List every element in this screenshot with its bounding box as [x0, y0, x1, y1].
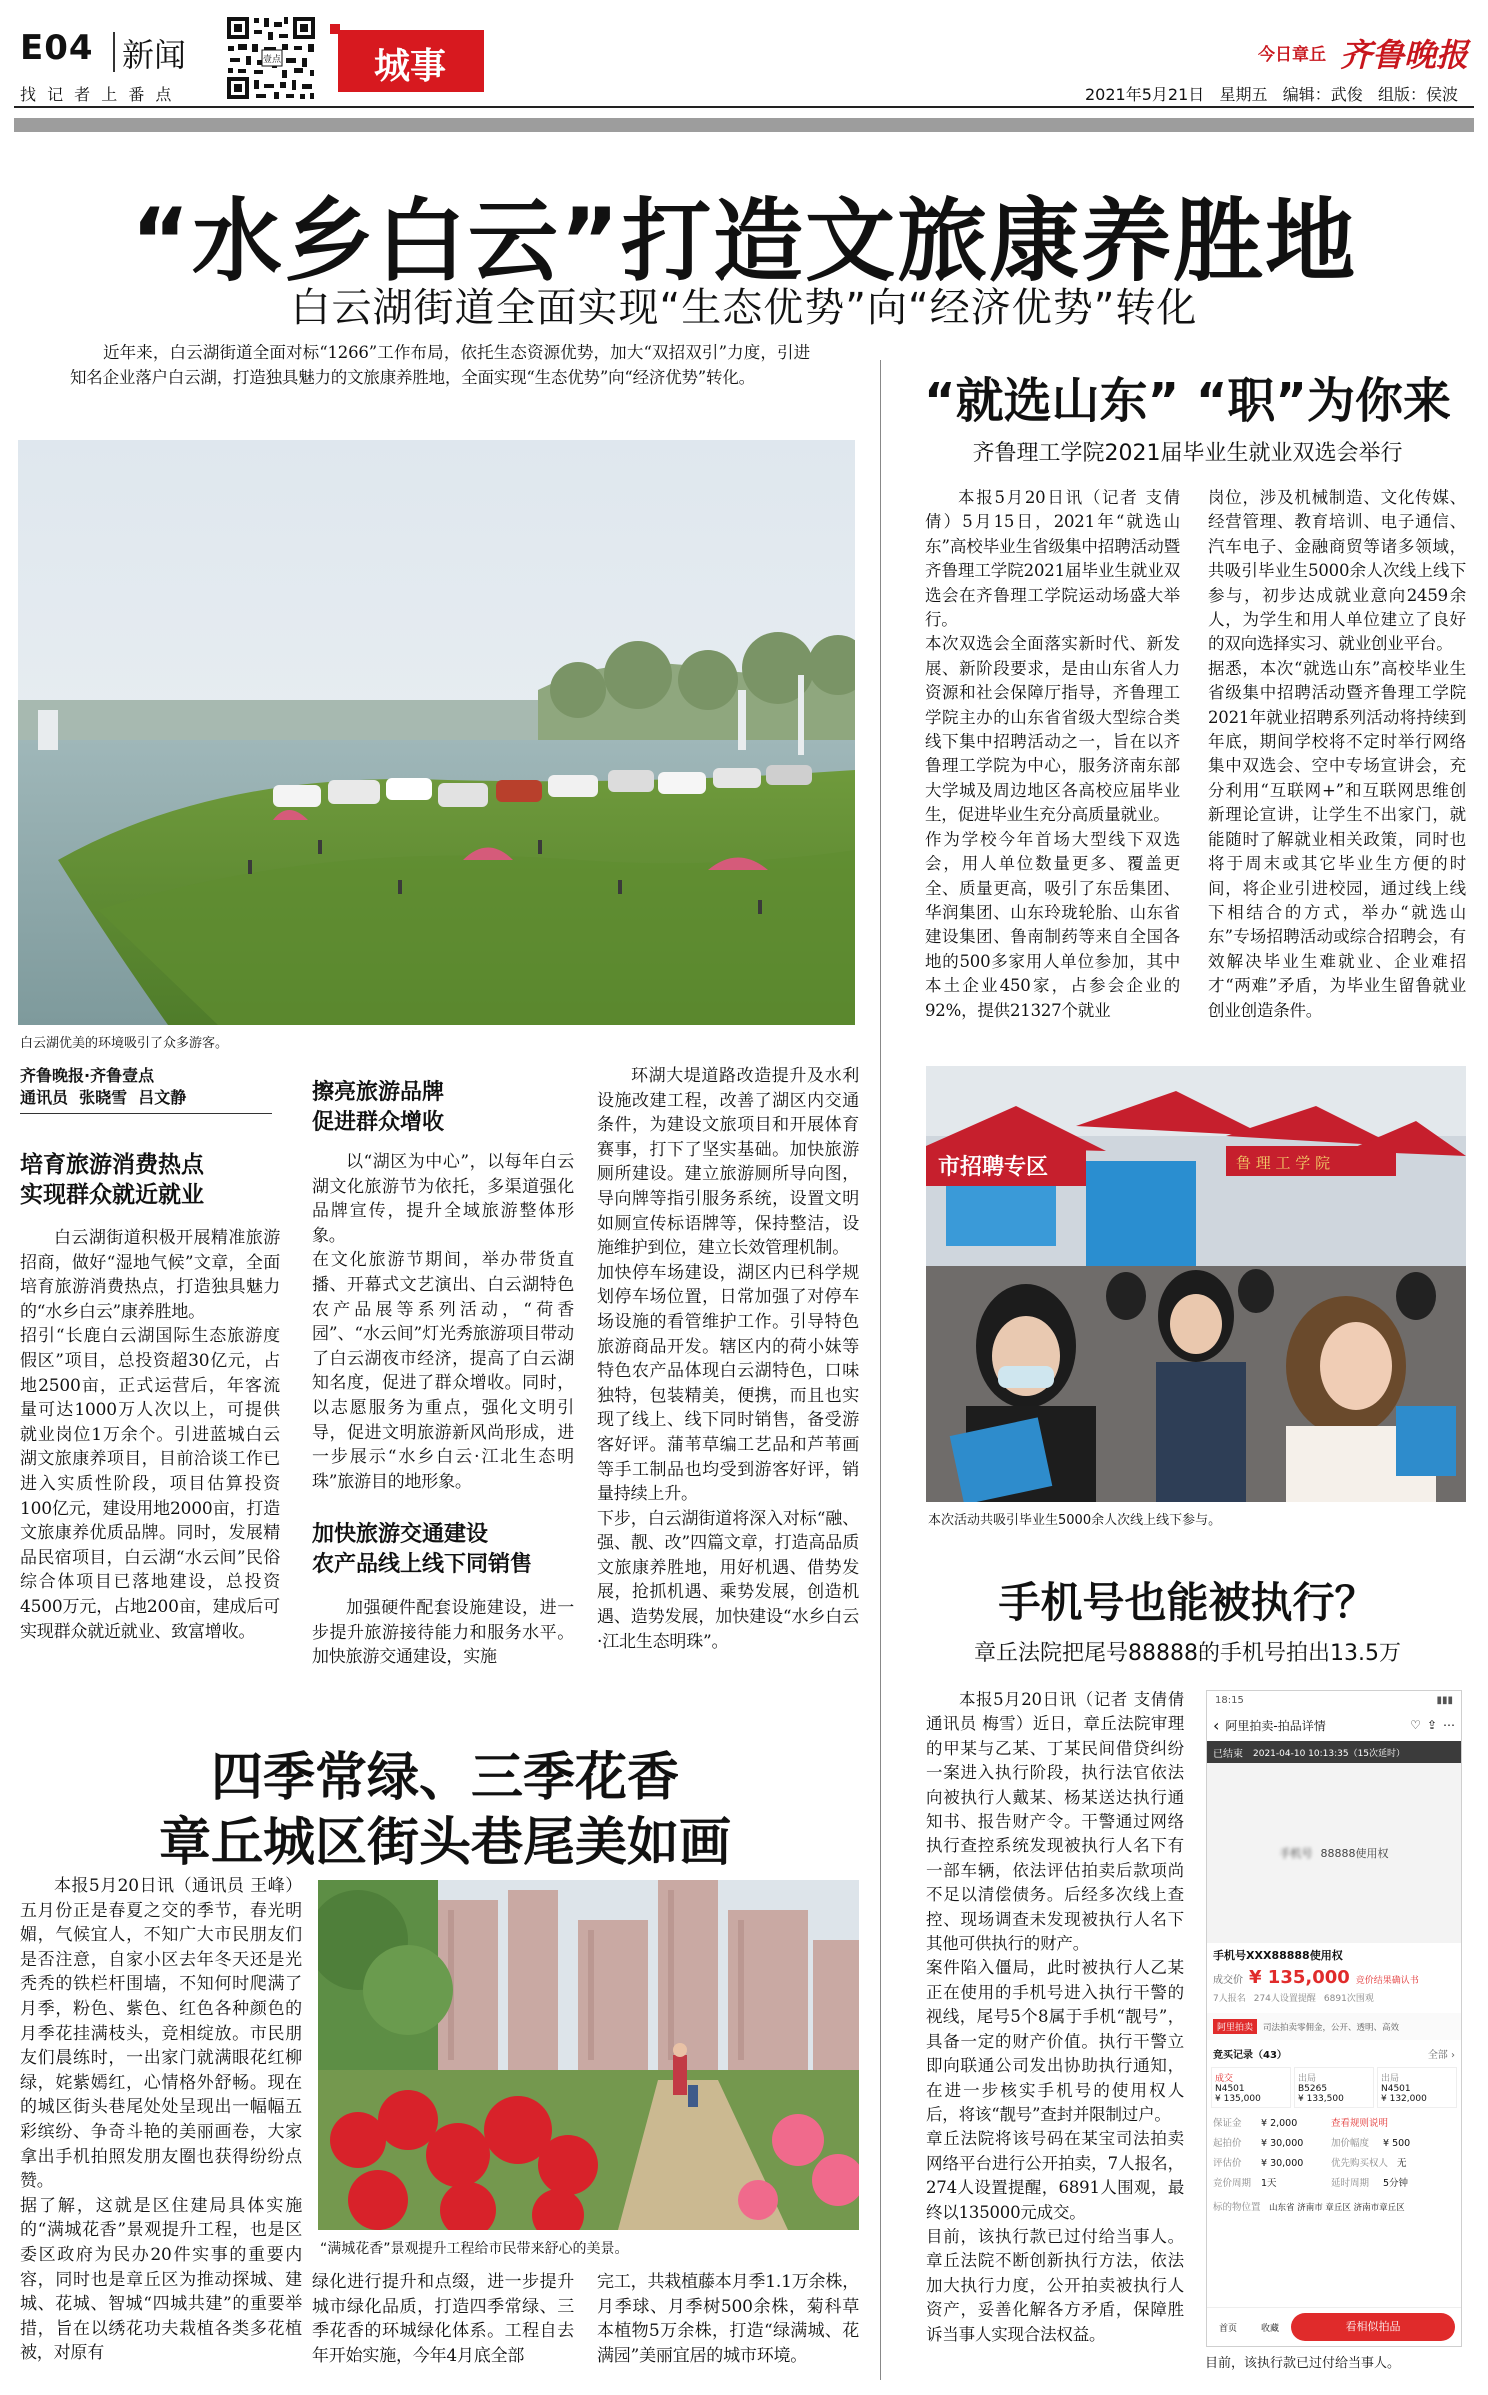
auction-viewers: 6891次围观 [1323, 1994, 1374, 2004]
auction-price-label: 成交价 [1213, 1975, 1243, 1986]
job-subtitle: 齐鲁理工学院2021届毕业生就业双选会举行 [972, 441, 1403, 466]
location-label: 标的物位置 [1213, 2202, 1261, 2213]
page-code: E04 [20, 28, 94, 68]
info-key: 评估价 [1213, 2158, 1242, 2169]
info-key: 保证金 [1213, 2118, 1242, 2129]
lake-photo [18, 440, 855, 1025]
main-col-2b-text: 加强硬件配套设施建设，进一步提升旅游接待能力和服务水平。加快旅游交通建设，实施 [312, 1598, 574, 1668]
subhead-1: 培育旅游消费热点 实现群众就近就业 [20, 1152, 204, 1208]
section-label: 新闻 [122, 36, 187, 74]
info-row [1213, 2154, 1455, 2174]
main-col-1-text: 白云湖街道积极开展精准旅游招商，做好“湿地气候”文章，全面培育旅游消费热点，打造独具魅力的“水乡白云”康养胜地。 招引“长鹿白云湖国际生态旅游度假区”项目，总投资超30亿元，占地2500亩，正式运营后，年客流量可达1000万人次以上，可提供就业岗位1万余个。引进蓝城白云湖文旅康养项目，目前洽谈工作已进入实质性阶段，项目估算投资100亿元，建设用地2000亩，打造文旅康养优质品牌。同时，发展精品民宿项目，白云湖“水云间”民俗综合体项目已落地建设，总投资4500万元，占地200亩，建成后可实现群众就近就业、致富增收。 [20, 1228, 280, 1642]
auction-title-row: 手机号XXX88888使用权 [1213, 1949, 1343, 1962]
bid-tag: 成交 [1215, 2074, 1234, 2084]
street-flowers-photo [318, 1880, 859, 2230]
info-key-2: 加价幅度 [1331, 2138, 1370, 2149]
auction-reminders: 274人设置提醒 [1253, 1994, 1316, 2004]
byline-main-1: 齐鲁晚报·齐鲁壹点 [20, 1066, 155, 1085]
street-col-3-text: 完工，共栽植藤本月季1.1万余株，月季球、月季树500余株，菊科草本植物5万余株，打造“绿满城、花满园”美丽宜居的城市环境。 [597, 2272, 859, 2366]
bid-record [1294, 2067, 1374, 2108]
nav-home[interactable]: 首页 [1218, 2323, 1237, 2334]
header-rule-thick [14, 118, 1474, 132]
bid-price: ¥ 135,000 [1215, 2094, 1261, 2104]
job-fair-photo [926, 1066, 1466, 1502]
back-icon[interactable]: ‹ [1213, 1715, 1220, 1735]
section-tag-label: 城事 [373, 46, 446, 87]
phone-bottom-bar [1207, 2307, 1461, 2346]
subhead-3: 加快旅游交通建设 农产品线上线下同销售 [312, 1522, 533, 1577]
byline-main [20, 1065, 272, 1114]
phone-status-bar [1207, 1691, 1461, 1709]
info-key-2: 延时周期 [1331, 2178, 1370, 2189]
more-icon[interactable]: ⋯ [1443, 1718, 1455, 1732]
main-lead [70, 340, 810, 390]
auction-phone-screenshot [1206, 1690, 1462, 2347]
main-col-1 [20, 1226, 280, 1644]
info-value: ¥ 30,000 [1261, 2138, 1304, 2149]
left-sub: 找 记 者 上 番 点 [20, 85, 175, 104]
info-key: 起拍价 [1213, 2138, 1242, 2149]
bid-records [1207, 2067, 1461, 2108]
bid-id: N4501 [1381, 2084, 1411, 2094]
similar-items-button[interactable]: 看相似拍品 [1291, 2313, 1455, 2341]
job-photo-caption: 本次活动共吸引毕业生5000余人次线上线下参与。 [928, 1513, 1222, 1528]
bid-records-header [1207, 2040, 1461, 2067]
auction-price-row [1207, 1967, 1461, 1988]
auction-item-blur: 手机号 [1279, 1847, 1313, 1860]
bid-records-label: 竞买记录（43） [1213, 2050, 1287, 2061]
main-title: “水乡白云”打造文旅康养胜地 [130, 189, 1358, 294]
main-col-3 [597, 1064, 859, 1654]
auction-item-name: 88888使用权 [1320, 1847, 1389, 1860]
bid-record [1377, 2067, 1457, 2108]
info-value-2: 5分钟 [1383, 2178, 1409, 2189]
bid-tag: 出局 [1298, 2074, 1317, 2084]
share-icon[interactable]: ⇪ [1426, 1718, 1437, 1732]
auction-price: ¥ 135,000 [1249, 1967, 1350, 1988]
main-col-2b [312, 1596, 574, 1670]
section-tag-corner [330, 24, 340, 34]
info-key: 竞价周期 [1213, 2178, 1252, 2189]
subhead-2: 擦亮旅游品牌 促进群众增收 [312, 1080, 445, 1135]
info-value-2: 无 [1397, 2158, 1407, 2169]
phone-text-body: 本报5月20日讯（记者 支倩倩 通讯员 梅雪）近日，章丘法院审理的甲某与乙某、丁某民间借贷纠纷一案进入执行阶段，执行法官依法向被执行人戴某、杨某送达执行通知书、报告财产令。干警通过网络执行查控系统发现被执行人名下有一部车辆，依法评估拍卖后款项尚不足以清偿债务。后经多次线上查控、现场调查未发现被执行人名下其他可供执行的财产。 案件陷入僵局，此时被执行人乙某正在使用的手机号进入执行干警的视线，尾号5个8属于手机“靓号”，具备一定的财产价值。执行干警立即向联通公司发出协助执行通知，在进一步核实手机号的使用权人后，将该“靓号”查封并限制过户。 章丘法院将该号码在某宝司法拍卖网络平台进行公开拍卖，7人报名，274人设置提醒，6891人围观，最终以135000元成交。 目前，该执行款已过付给当事人。章丘法院不断创新执行方法，依法加大执行力度，公开拍卖被执行人资产，妥善化解各方矛盾，保障胜诉当事人实现合法权益。 [926, 1690, 1184, 2344]
bid-id: B5265 [1298, 2084, 1328, 2094]
street-col-3 [597, 2270, 859, 2368]
banner-right-text: 鲁 理 工 学 院 [1236, 1154, 1331, 1172]
page-divider [880, 360, 881, 2380]
heart-icon[interactable]: ♡ [1410, 1718, 1421, 1732]
phone-text [926, 1688, 1184, 2347]
byline-rule [20, 1113, 272, 1114]
info-value: ¥ 30,000 [1261, 2158, 1304, 2169]
bid-id: N4501 [1215, 2084, 1245, 2094]
auction-end-time: 2021-04-10 10:13:35（15次延时） [1253, 1748, 1406, 1759]
info-row [1213, 2114, 1455, 2134]
main-col-3-text: 环湖大堤道路改造提升及水利设施改建工程，改善了湖区内交通条件，为建设文旅项目和开展体育赛事，打下了坚实基础。加快旅游厕所建设。建立旅游厕所导向图，导向牌等指引服务系统，设置文明如厕宣传标语牌等，保持整洁，设施维护到位，建立长效管理机制。 加快停车场建设，湖区内已科学规划停车场位置，日常加强了对停车场设施的看管维护工作。引导特色旅游商品开发。辖区内的荷小妹等特色农产品体现白云湖特色，口味独特，包装精美，便携，而且也实现了线上、线下同时销售，备受游客好评。蒲苇草编工艺品和芦苇画等手工制品也均受到游客好评，销量持续上升。 下步，白云湖街道将深入对标“融、强、靓、改”四篇文章，打造高品质文旅康养胜地，用好机遇、借势发展，抢抓机遇、乘势发展，创造机遇、造势发展，加快建设“水乡白云·江北生态明珠”。 [597, 1066, 859, 1652]
brand-prefix: 今日章丘 [1258, 45, 1326, 65]
main-col-2a-text: 以“湖区为中心”，以每年白云湖文化旅游节为依托，多渠道强化品牌宣传，提升全域旅游整体形象。 在文化旅游节期间，举办带货直播、开幕式文艺演出、白云湖特色农产品展等系列活动，“荷香园”、“水云间”灯光秀旅游项目带动了白云湖夜市经济，提高了白云湖知名度，促进了群众增收。同时，以志愿服务为重点，强化文明引导，促进文明旅游新风尚形成，进一步展示“水乡白云·江北生态明珠”旅游目的地形象。 [312, 1152, 574, 1492]
street-title-1: 四季常绿、三季花香 [210, 1748, 679, 1808]
bid-records-all[interactable]: 全部 › [1427, 2050, 1455, 2061]
phone-app-bar [1207, 1709, 1461, 1741]
lake-photo-caption: 白云湖优美的环境吸引了众多游客。 [20, 1036, 229, 1051]
phone-subtitle: 章丘法院把尾号88888的手机号拍出13.5万 [974, 1641, 1401, 1666]
masthead [0, 0, 1488, 130]
info-key-2: 优先购买权人 [1331, 2158, 1389, 2169]
auction-bidders: 7人报名 [1213, 1994, 1246, 2004]
auction-status-row [1207, 1741, 1461, 1763]
job-col-1 [925, 486, 1180, 1023]
location-value: 山东省 济南市 章丘区 济南市章丘区 [1269, 2203, 1405, 2213]
info-key-2[interactable]: 查看规则说明 [1331, 2118, 1389, 2129]
dateline: 2021年5月21日 星期五 编辑：武俊 组版：侯波 [1085, 85, 1459, 104]
street-col-2 [312, 2270, 574, 2368]
auction-price-note[interactable]: 竞价结果确认书 [1355, 1976, 1419, 1986]
main-col-2a [312, 1150, 574, 1494]
svg-text:壹点: 壹点 [262, 55, 282, 65]
auction-shop-row [1207, 2013, 1461, 2040]
bid-record [1211, 2067, 1291, 2108]
info-value: 1天 [1261, 2178, 1277, 2189]
auction-item-image [1207, 1763, 1461, 1943]
main-lead-text: 近年来，白云湖街道全面对标“1266”工作布局，依托生态资源优势，加大“双招双引”力度，引进知名企业落户白云湖，打造独具魅力的文旅康养胜地，全面实现“生态优势”向“经济优势”转化。 [70, 343, 810, 387]
phone-app-title: 阿里拍卖-拍品详情 [1225, 1718, 1326, 1733]
battery-icon: ▮▮▮ [1436, 1694, 1453, 1706]
job-col-1-text: 本报5月20日讯（记者 支倩倩）5月15日，2021年“就选山东”高校毕业生省级集中招聘活动暨齐鲁理工学院2021届毕业生就业双选会在齐鲁理工学院运动场盛大举行。 本次双选会全面落实新时代、新发展、新阶段要求，是由山东省人力资源和社会保障厅指导，齐鲁理工学院主办的山东省省级大型综合类线下集中招聘活动之一，旨在以齐鲁理工学院为中心，服务济南东部大学城及周边地区各高校应届毕业生，促进毕业生充分高质量就业。 作为学校今年首场大型线下双选会，用人单位数量更多、覆盖更全、质量更高，吸引了东岳集团、华润集团、山东玲珑轮胎、山东省建设集团、鲁南制药等来自全国各地的500多家用人单位参加，其中本土企业450家，占参会企业的92%，提供21327个就业 [925, 488, 1180, 1020]
byline-main-2: 通讯员 张晓雪 吕文静 [20, 1088, 187, 1107]
phone-time: 18:15 [1215, 1694, 1244, 1706]
qr-code [224, 14, 318, 102]
street-photo-caption: “满城花香”景观提升工程给市民带来舒心的美景。 [320, 2241, 629, 2257]
street-col-1 [20, 1874, 302, 2366]
job-col-2-text: 岗位，涉及机械制造、文化传媒、经营管理、教育培训、电子通信、汽车电子、金融商贸等诸多领域，共吸引毕业生5000余人次线上线下参与，初步达成就业意向2459余人，为学生和用人单位建立了良好的双向选择实习、就业创业平台。 据悉，本次“就选山东”高校毕业生省级集中招聘活动暨齐鲁理工学院2021年就业招聘系列活动将持续到年底，期间学校将不定时举行网络集中双选会、空中专场宣讲会，充分利用“互联网+”和互联网思维创新理论宣讲，让学生不出家门，就能随时了解就业相关政策，同时也将于周末或其它毕业生方便的时间，将企业引进校园，通过线上线下相结合的方式，举办“就选山东”专场招聘活动或综合招聘会，有效解决毕业生难就业、企业难招才“两难”矛盾，为毕业生留鲁就业创业创造条件。 [1208, 488, 1466, 1020]
auction-status: 已结束 [1213, 1748, 1243, 1760]
info-value: ¥ 2,000 [1261, 2118, 1298, 2129]
job-col-2 [1208, 486, 1466, 1023]
bid-price: ¥ 133,500 [1298, 2094, 1344, 2104]
nav-favorite[interactable]: 收藏 [1260, 2323, 1279, 2334]
info-row [1213, 2198, 1455, 2218]
bid-tag: 出局 [1381, 2074, 1400, 2084]
street-col-1-text: 本报5月20日讯（通讯员 王峰）五月份正是春夏之交的季节，春光明媚，气候宜人，不知广大市民朋友们是否注意，自家小区去年冬天还是光秃秃的铁栏杆围墙，不知何时爬满了月季，粉色、紫色、红色各种颜色的月季花挂满枝头，竞相绽放。市民朋友们晨练时，一出家门就满眼花红柳绿，姹紫嫣红，心情格外舒畅。现在的城区街头巷尾处处呈现出一幅幅五彩缤纷、争奇斗艳的美丽画卷，大家拿出手机拍照发朋友圈也获得纷纷点赞。 据了解，这就是区住建局具体实施的“满城花香”景观提升工程，也是区委区政府为民办20件实事的重要内容，同时也是章丘区为推动探城、建城、花城、智城“四城共建”的重要举措，旨在以绣花功夫栽植各类多花植被，对原有 [20, 1876, 302, 2364]
shop-desc: 司法拍卖零佣金，公开、透明、高效 [1263, 2022, 1400, 2033]
info-row [1213, 2134, 1455, 2154]
banner-left-text: 市招聘专区 [938, 1155, 1049, 1180]
job-title: “就选山东” “职”为你来 [924, 373, 1451, 429]
shop-name: 阿里拍卖 [1213, 2019, 1257, 2034]
brand-name: 齐鲁晚报 [1340, 36, 1469, 74]
main-subtitle: 白云湖街道全面实现“生态优势”向“经济优势”转化 [290, 285, 1198, 331]
street-title-2: 章丘城区街头巷尾美如画 [158, 1813, 731, 1873]
info-row [1213, 2174, 1455, 2194]
header-rule [14, 106, 1474, 108]
auction-info-table [1207, 2108, 1461, 2224]
phone-title: 手机号也能被执行？ [998, 1578, 1377, 1627]
bid-price: ¥ 132,000 [1381, 2094, 1427, 2104]
info-value-2: ¥ 500 [1383, 2138, 1411, 2149]
auction-stats-row [1207, 1988, 1461, 2007]
phone-caption: 目前，该执行款已过付给当事人。 [1205, 2356, 1401, 2371]
header-divider [113, 32, 115, 72]
street-col-2-text: 绿化进行提升和点缀，进一步提升城市绿化品质，打造四季常绿、三季花香的环城绿化体系。工程自去年开始实施，今年4月底全部 [312, 2272, 574, 2366]
